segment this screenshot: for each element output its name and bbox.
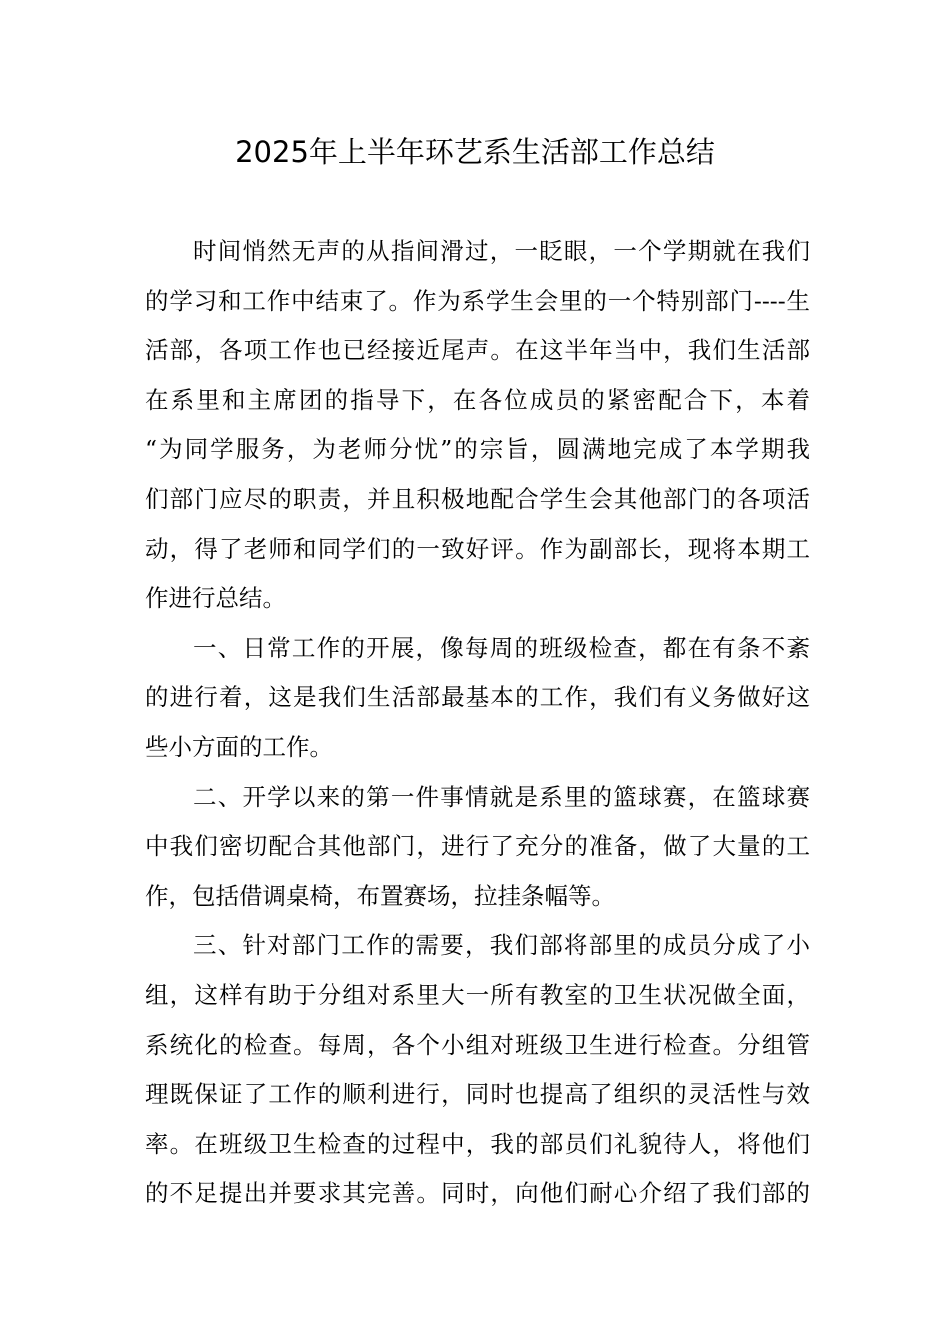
paragraph-4-line: 理既保证了工作的顺利进行，同时也提高了组织的灵活性与效: [145, 1080, 810, 1109]
paragraph-3-line: 二、开学以来的第一件事情就是系里的篮球赛，在篮球赛: [193, 782, 810, 811]
paragraph-4-line: 的不足提出并要求其完善。同时，向他们耐心介绍了我们部的: [145, 1179, 810, 1208]
paragraph-4-line: 系统化的检查。每周，各个小组对班级卫生进行检查。分组管: [145, 1030, 810, 1059]
paragraph-3-line: 作，包括借调桌椅，布置赛场，拉挂条幅等。: [145, 881, 615, 910]
paragraph-2-line: 些小方面的工作。: [145, 732, 333, 761]
paragraph-4-line: 率。在班级卫生检查的过程中，我的部员们礼貌待人，将他们: [145, 1129, 810, 1158]
paragraph-1-line: 活部，各项工作也已经接近尾声。在这半年当中，我们生活部: [145, 336, 810, 365]
paragraph-2-line: 一、日常工作的开展，像每周的班级检查，都在有条不紊: [193, 633, 810, 662]
paragraph-1-line: 动，得了老师和同学们的一致好评。作为副部长，现将本期工: [145, 534, 810, 563]
paragraph-1-line: 时间悄然无声的从指间滑过，一眨眼，一个学期就在我们: [193, 237, 810, 265]
document-body: [145, 227, 810, 1219]
paragraph-1-line: 作进行总结。: [145, 584, 286, 613]
paragraph-3-line: 中我们密切配合其他部门，进行了充分的准备，做了大量的工: [145, 832, 810, 861]
document-title: 2025年上半年环艺系生活部工作总结: [235, 135, 715, 169]
paragraph-1-line: “为同学服务，为老师分忧”的宗旨，圆满地完成了本学期我: [145, 435, 810, 464]
paragraph-1-line: 在系里和主席团的指导下，在各位成员的紧密配合下，本着: [145, 385, 810, 414]
paragraph-2-line: 的进行着，这是我们生活部最基本的工作，我们有义务做好这: [145, 683, 810, 712]
paragraph-1-line: 的学习和工作中结束了。作为系学生会里的一个特别部门----生: [145, 286, 810, 315]
paragraph-1-line: 们部门应尽的职责，并且积极地配合学生会其他部门的各项活: [145, 484, 810, 513]
paragraph-4-line: 组，这样有助于分组对系里大一所有教室的卫生状况做全面，: [145, 980, 810, 1009]
paragraph-4-line: 三、针对部门工作的需要，我们部将部里的成员分成了小: [193, 931, 810, 960]
